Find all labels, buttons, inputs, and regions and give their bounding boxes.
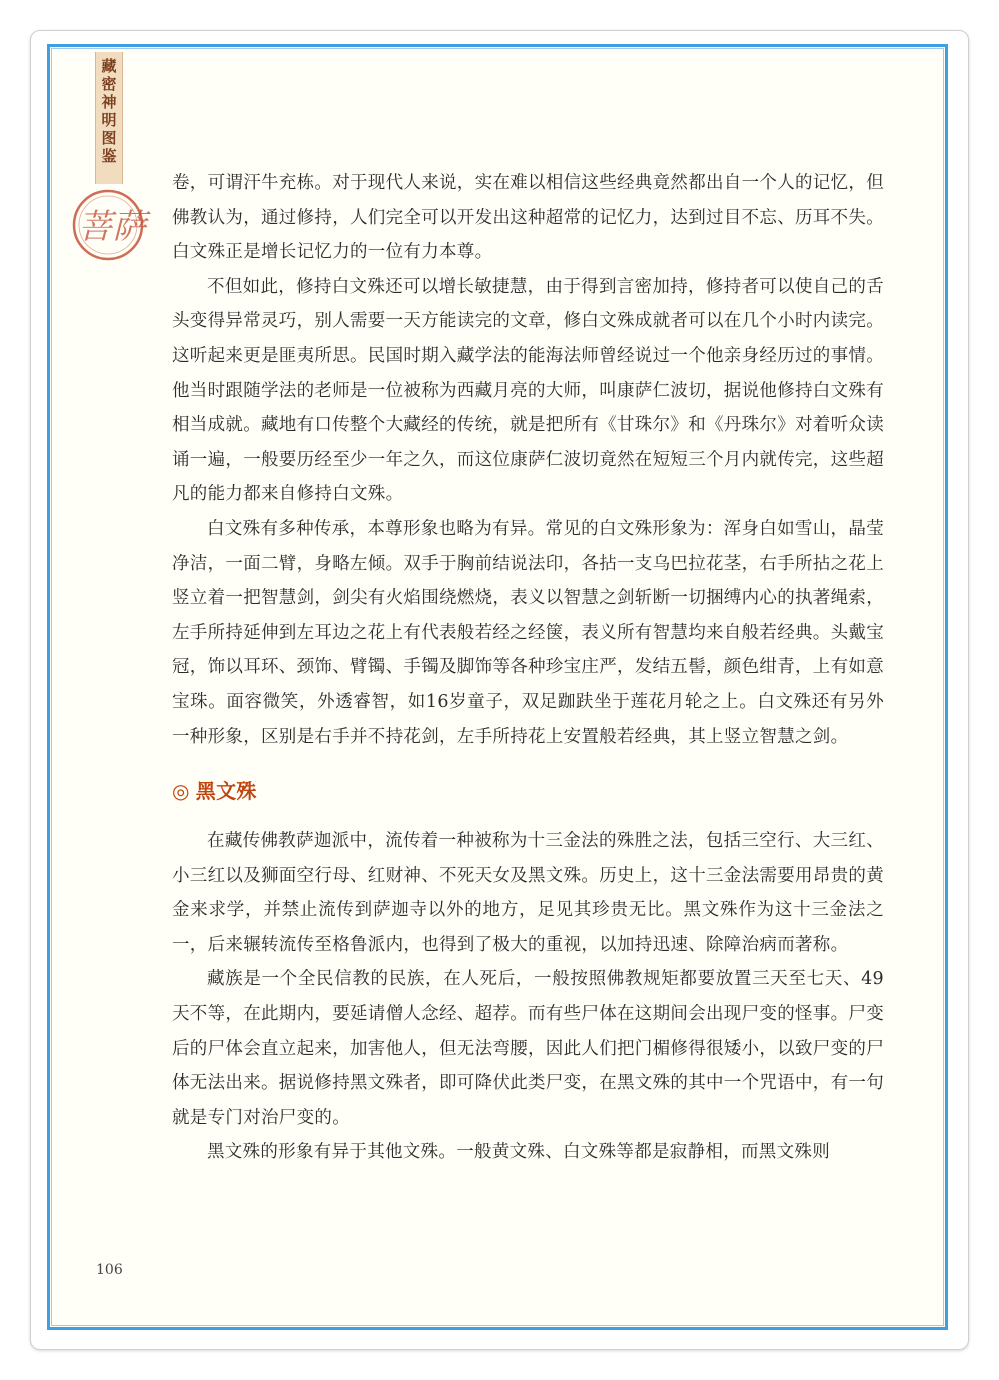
paragraph: 藏族是一个全民信教的民族，在人死后，一般按照佛教规矩都要放置三天至七天、49天不等，在此期内，要延请僧人念经、超荐。而有些尸体在这期间会出现尸变的怪事。尸变后的尸体会直立起来，加害他人，但无法弯腰，因此人们把门楣修得很矮小，以致尸变的尸体无法出来。据说修持黑文殊者，即可降伏此类尸变，在黑文殊的其中一个咒语中，有一句就是专门对治尸变的。 xyxy=(172,969,884,1128)
seal-text: 菩萨 xyxy=(78,207,146,247)
paragraph: 黑文殊的形象有异于其他文殊。一般黄文殊、白文殊等都是寂静相，而黑文殊则 xyxy=(207,1142,830,1163)
bullseye-icon: ◎ xyxy=(172,779,190,804)
paragraph: 白文殊有多种传承，本尊形象也略为有异。常见的白文殊形象为：浑身白如雪山，晶莹净洁，一面二臂，身略左倾。双手于胸前结说法印，各拈一支乌巴拉花茎，右手所拈之花上竖立着一把智慧剑，剑尖有火焰围绕燃烧，表义以智慧之剑斩断一切捆缚内心的执著绳索，左手所持延伸到左耳边之花上有代表般若经之经箧，表义所有智慧均来自般若经典。头戴宝冠，饰以耳环、颈饰、臂镯、手镯及脚饰等各种珍宝庄严，发结五髻，颜色绀青，上有如意宝珠。面容微笑，外透睿智，如16岁童子，双足跏趺坐于莲花月轮之上。白文殊还有另外一种形象，区别是右手并不持花剑，左手所持花上安置般若经典，其上竖立智慧之剑。 xyxy=(172,518,884,747)
paragraph-continued: 卷，可谓汗牛充栋。对于现代人来说，实在难以相信这些经典竟然都出自一个人的记忆，但佛教认为，通过修持，人们完全可以开发出这种超常的记忆力，达到过目不忘、历耳不失。白文殊正是增长记忆力的一位有力本尊。 xyxy=(172,173,884,263)
section-heading-black-manjushri xyxy=(172,774,884,808)
paragraph: 不但如此，修持白文殊还可以增长敏捷慧，由于得到言密加持，修持者可以使自己的舌头变得异常灵巧，别人需要一天方能读完的文章，修白文殊成就者可以在几个小时内读完。这听起来更是匪夷所思。民国时期入藏学法的能海法师曾经说过一个他亲身经历过的事情。他当时跟随学法的老师是一位被称为西藏月亮的大师，叫康萨仁波切，据说他修持白文殊有相当成就。藏地有口传整个大藏经的传统，就是把所有《甘珠尔》和《丹珠尔》对着听众读诵一遍，一般要历经至少一年之久，而这位康萨仁波切竟然在短短三个月内就传完，这些超凡的能力都来自修持白文殊。 xyxy=(172,276,884,505)
main-text xyxy=(172,166,884,1170)
paragraph: 在藏传佛教萨迦派中，流传着一种被称为十三金法的殊胜之法，包括三空行、大三红、小三红以及狮面空行母、红财神、不死天女及黑文殊。历史上，这十三金法需要用昂贵的黄金来求学，并禁止流传到萨迦寺以外的地方，足见其珍贵无比。黑文殊作为这十三金法之一，后来辗转流传至格鲁派内，也得到了极大的重视，以加持迅速、除障治病而著称。 xyxy=(172,831,884,955)
book-title-tab xyxy=(95,52,123,184)
bodhisattva-seal-icon xyxy=(68,184,156,266)
section-title: 黑文殊 xyxy=(195,779,257,804)
book-title-text: 藏密神明图鉴 xyxy=(99,58,118,166)
page-number: 106 xyxy=(96,1262,123,1278)
